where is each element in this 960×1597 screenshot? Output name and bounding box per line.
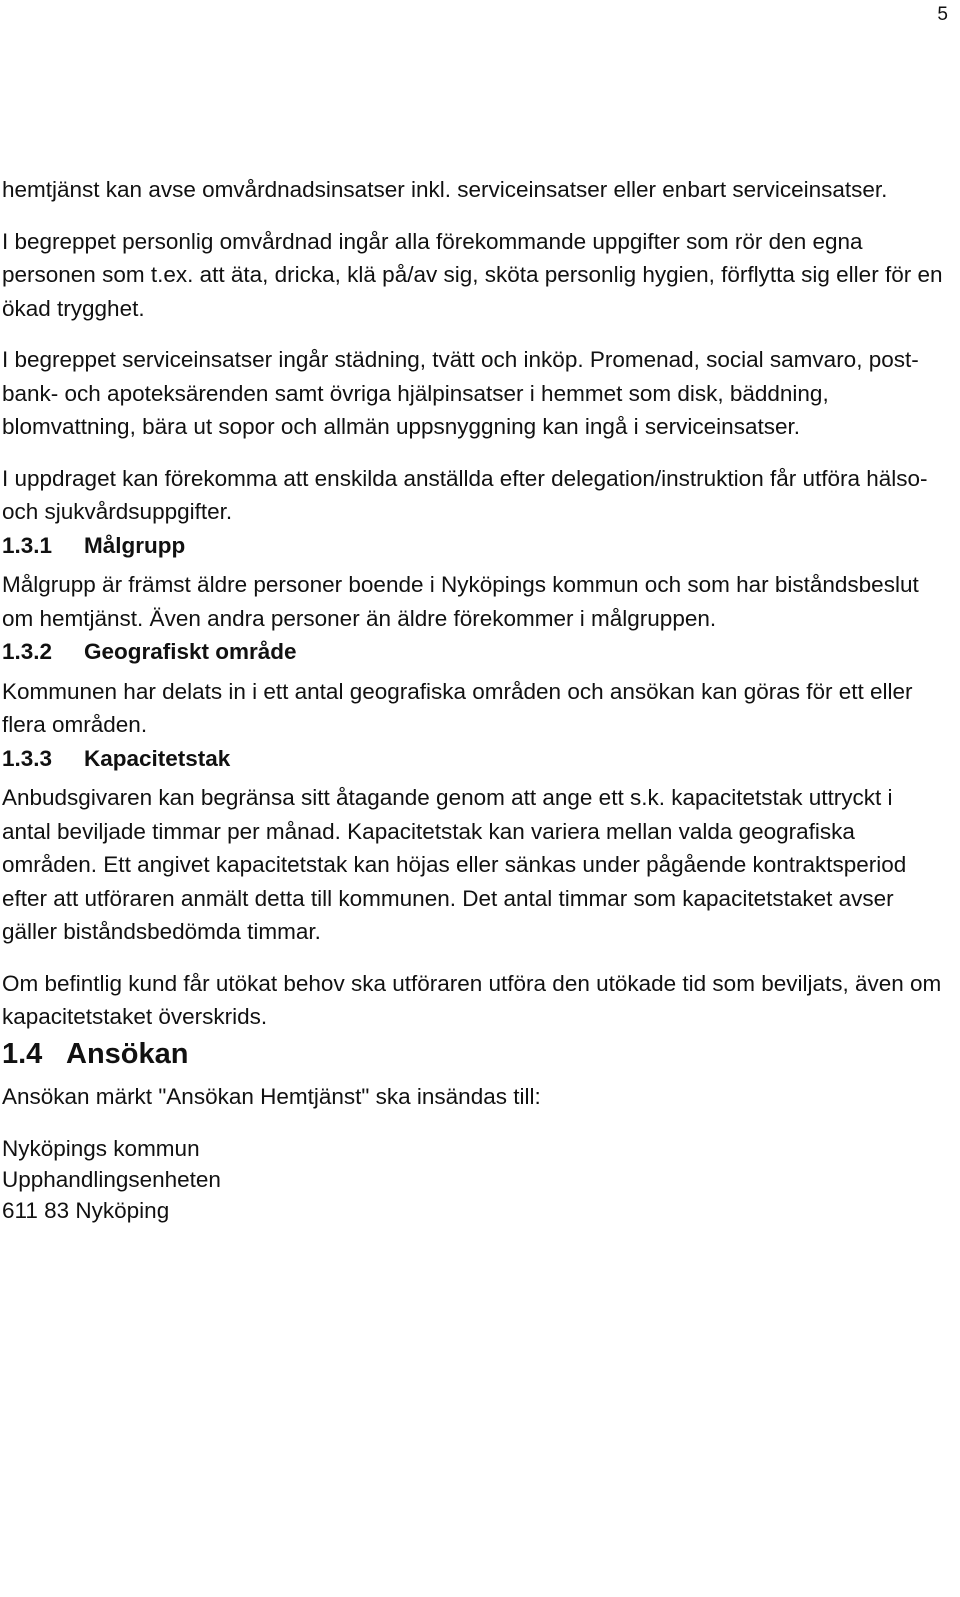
address-line: Upphandlingsenheten xyxy=(2,1167,221,1192)
section-heading-ansokan xyxy=(2,1034,947,1074)
address-line: 611 83 Nyköping xyxy=(2,1198,170,1223)
section-heading-malgrupp xyxy=(2,529,947,563)
kapacitetstak-paragraph-1: Anbudsgivaren kan begränsa sitt åtagande genom att ange ett s.k. kapacitetstak uttryckt i antal beviljade timmar per månad. Kapacitetstak kan variera mellan valda geografiska områden. Ett angivet kapacitetstak kan höjas eller sänkas under pågående kontraktsperiod efter att utföraren anmält detta till kommunen. Det antal timmar som kapacitetstaket avser gäller biståndsbedömda timmar. xyxy=(2,785,907,944)
section-number: 1.3.1 xyxy=(2,532,53,558)
section-heading-kapacitetstak xyxy=(2,742,947,776)
intro-paragraph-3: I begreppet serviceinsatser ingår städning, tvätt och inköp. Promenad, social samvaro, post- bank- och apoteksärenden samt övriga hjälpinsatser i hemmet som disk, bäddning, blomvattning, bära ut sopor och allmän uppsnyggning kan ingå i serviceinsatser. xyxy=(2,347,919,439)
section-title: Målgrupp xyxy=(84,532,186,558)
page-number: 5 xyxy=(937,4,948,25)
section-number: 1.3.2 xyxy=(2,639,53,664)
section-title: Geografiskt område xyxy=(84,639,297,664)
ansokan-paragraph: Ansökan märkt "Ansökan Hemtjänst" ska insändas till: xyxy=(2,1083,541,1109)
intro-paragraph-2: I begreppet personlig omvårdnad ingår alla förekommande uppgifter som rör den egna personen som t.ex. att äta, dricka, klä på/av sig, sköta personlig hygien, förflytta sig eller för en ökad trygghet. xyxy=(2,228,943,321)
geografiskt-omrade-paragraph: Kommunen har delats in i ett antal geografiska områden och ansökan kan göras för ett eller flera områden. xyxy=(2,678,913,737)
section-title: Ansökan xyxy=(66,1037,189,1070)
section-heading-geografiskt-omrade xyxy=(2,635,947,669)
section-number: 1.3.3 xyxy=(2,745,53,771)
intro-paragraph-1: hemtjänst kan avse omvårdnadsinsatser inkl. serviceinsatser eller enbart serviceinsatser. xyxy=(2,177,888,202)
intro-paragraph-4: I uppdraget kan förekomma att enskilda anställda efter delegation/instruktion får utföra hälso- och sjukvårdsuppgifter. xyxy=(2,465,928,524)
address-block xyxy=(2,1133,947,1226)
malgrupp-paragraph: Målgrupp är främst äldre personer boende i Nyköpings kommun och som har biståndsbeslut om hemtjänst. Även andra personer än äldre förekommer i målgruppen. xyxy=(2,572,919,631)
address-line: Nyköpings kommun xyxy=(2,1136,200,1161)
section-title: Kapacitetstak xyxy=(84,745,231,771)
section-number: 1.4 xyxy=(2,1037,43,1070)
kapacitetstak-paragraph-2: Om befintlig kund får utökat behov ska utföraren utföra den utökade tid som beviljats, även om kapacitetstaket överskrids. xyxy=(2,970,942,1029)
document-body xyxy=(2,173,947,1226)
